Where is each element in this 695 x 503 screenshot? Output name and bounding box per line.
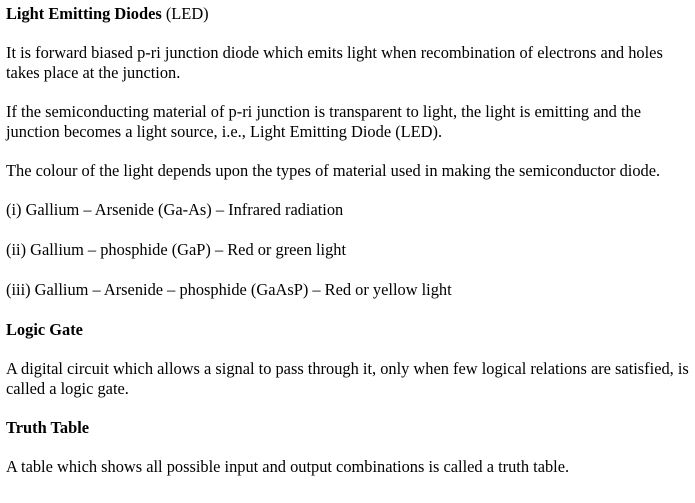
led-transparent-paragraph: If the semiconducting material of p-ri junction is transparent to light, the light is emitting and the junction becomes a light source, i.e., Light Emitting Diode (LED).	[6, 102, 641, 141]
led-definition-paragraph: It is forward biased p-ri junction diode which emits light when recombination of electrons and holes takes place at the junction.	[6, 43, 663, 82]
logic-gate-heading-text: Logic Gate	[6, 320, 83, 339]
material-item-gallium-arsenide-phosphide: (iii) Gallium – Arsenide – phosphide (GaAsP) – Red or yellow light	[6, 280, 452, 299]
logic-gate-paragraph: A digital circuit which allows a signal to pass through it, only when few logical relations are satisfied, is called a logic gate.	[6, 359, 689, 398]
truth-table-heading-text: Truth Table	[6, 418, 90, 437]
material-item-gallium-arsenide: (i) Gallium – Arsenide (Ga-As) – Infrared radiation	[6, 200, 344, 219]
material-item-gallium-phosphide: (ii) Gallium – phosphide (GaP) – Red or green light	[6, 240, 347, 259]
truth-table-heading	[6, 418, 689, 438]
led-heading-bold: Light Emitting Diodes	[6, 4, 162, 23]
led-colour-paragraph: The colour of the light depends upon the types of material used in making the semiconductor diode.	[6, 161, 661, 180]
truth-table-paragraph: A table which shows all possible input and output combinations is called a truth table.	[6, 457, 570, 476]
logic-gate-heading	[6, 320, 689, 340]
led-heading	[6, 4, 689, 24]
led-heading-suffix: (LED)	[161, 4, 209, 23]
